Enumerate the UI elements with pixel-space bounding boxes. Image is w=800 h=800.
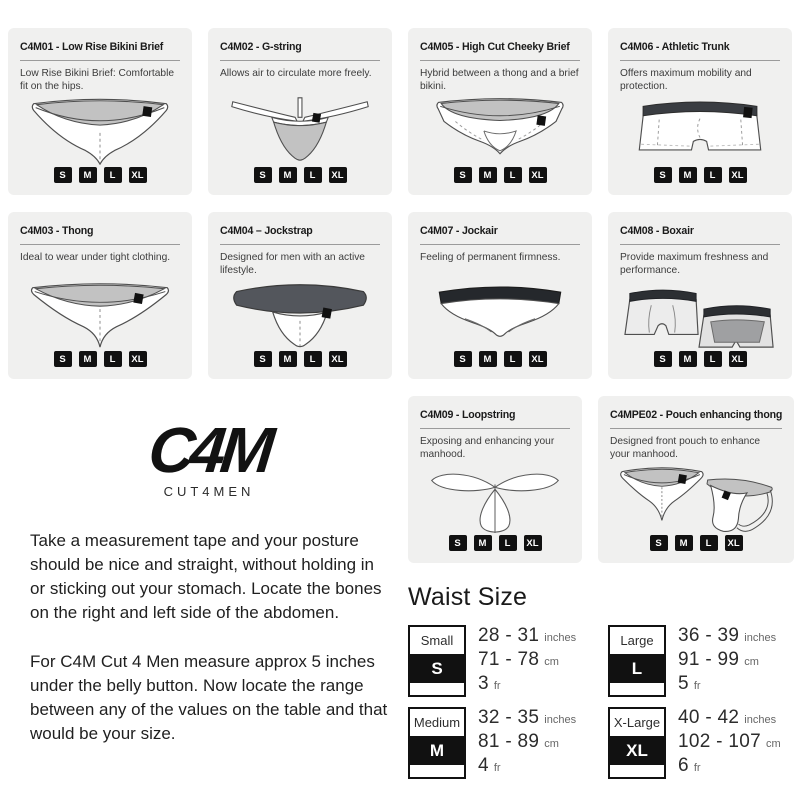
size-values [678,625,776,697]
product-title: C4M08 - Boxair [620,225,694,237]
pouch-thong-illustration [610,462,782,533]
size-badge-xl: XL [329,167,347,183]
size-badge-xl: XL [729,351,747,367]
product-card-c4m03 [8,212,192,379]
product-description: Offers maximum mobility and protection. [620,68,752,93]
size-badge-row [620,351,780,367]
size-badge-l: L [499,535,517,551]
cm-value: 71 - 78 [478,649,540,670]
size-badge-xl: XL [529,351,547,367]
size-badge-row [620,167,780,183]
size-box-large [608,625,666,697]
size-badge-m: M [279,167,297,183]
size-badge-xl: XL [524,535,542,551]
waist-entry-small [408,625,592,697]
size-badge-s: S [54,167,72,183]
product-title: C4M02 - G-string [220,41,302,53]
size-box-xlarge [608,707,666,779]
divider [420,244,580,245]
instruction-paragraph-1: Take a measurement tape and your posture should be nice and straight, without holding in or sticking out your stomach. Locate the bones on the right and left side of the abdomen. [30,531,382,623]
product-description: Exposing and enhancing your manhood. [420,436,555,461]
size-badge-s: S [454,167,472,183]
product-card-c4m08 [608,212,792,379]
product-card-grid [8,28,792,379]
inches-value: 40 - 42 [678,707,740,728]
cheeky-brief-illustration [420,94,580,165]
size-badge-s: S [654,351,672,367]
size-badge-row [420,535,570,551]
size-code: L [610,654,664,683]
product-title: C4M06 - Athletic Trunk [620,41,730,53]
c4m-logo: C4M [145,414,273,486]
waist-entry-medium [408,707,592,779]
size-values [678,707,781,779]
divider [620,244,780,245]
size-badge-row [220,351,380,367]
product-card-c4m04 [208,212,392,379]
bikini-brief-illustration [20,94,180,165]
cm-value: 91 - 99 [678,649,740,670]
size-badge-s: S [254,167,272,183]
size-badge-xl: XL [129,351,147,367]
size-badge-m: M [474,535,492,551]
product-title: C4M04 – Jockstrap [220,225,313,237]
size-badge-row [20,351,180,367]
jockair-illustration [420,278,580,349]
size-badge-s: S [54,351,72,367]
cm-value: 81 - 89 [478,731,540,752]
fr-value: 5 [678,673,689,694]
size-badge-s: S [454,351,472,367]
product-description: Allows air to circulate more freely. [220,68,372,79]
divider [20,60,180,61]
size-badge-l: L [704,351,722,367]
athletic-trunk-illustration [620,94,780,165]
product-card-c4m06 [608,28,792,195]
thong-illustration [20,278,180,349]
size-badge-m: M [679,351,697,367]
size-badge-l: L [104,167,122,183]
product-description: Hybrid between a thong and a brief bikini. [420,68,579,93]
size-badge-l: L [504,351,522,367]
size-badge-l: L [104,351,122,367]
size-badge-m: M [479,167,497,183]
divider [220,60,380,61]
g-string-illustration [220,94,380,165]
size-badge-m: M [279,351,297,367]
size-badge-xl: XL [729,167,747,183]
size-badge-l: L [704,167,722,183]
size-badge-l: L [304,167,322,183]
divider [220,244,380,245]
product-description: Provide maximum freshness and performance. [620,252,769,277]
divider [420,428,570,429]
cm-value: 102 - 107 [678,731,761,752]
inches-unit: inches [544,632,577,644]
size-badge-xl: XL [725,535,743,551]
cm-unit: cm [544,656,559,668]
cm-unit: cm [544,738,559,750]
product-card-c4mpe02 [598,396,794,563]
inches-value: 36 - 39 [678,625,740,646]
size-name: X-Large [610,709,664,736]
divider [620,60,780,61]
inches-value: 32 - 35 [478,707,540,728]
instruction-paragraph-2: For C4M Cut 4 Men measure approx 5 inches under the belly button. Now locate the range between any of the values on the table and that would be your size. [30,651,388,743]
waist-entry-large [608,625,792,697]
product-card-grid-row3 [408,396,792,563]
size-badge-s: S [449,535,467,551]
product-description: Feeling of permanent firmness. [420,252,561,263]
inches-unit: inches [544,714,577,726]
inches-unit: inches [744,714,777,726]
size-badge-m: M [79,351,97,367]
product-description: Ideal to wear under tight clothing. [20,252,171,263]
product-description: Designed front pouch to enhance your manhood. [610,436,761,461]
size-badge-xl: XL [329,351,347,367]
size-badge-s: S [254,351,272,367]
size-name: Small [410,627,464,654]
fr-unit: fr [693,762,701,774]
cm-unit: cm [744,656,759,668]
size-code: M [410,736,464,765]
loopstring-illustration [420,462,570,533]
size-badge-s: S [650,535,668,551]
product-description: Low Rise Bikini Brief: Comfortable fit on the hips. [20,68,175,93]
fr-value: 6 [678,755,689,776]
product-card-c4m07 [408,212,592,379]
size-badge-xl: XL [529,167,547,183]
size-badge-m: M [679,167,697,183]
inches-value: 28 - 31 [478,625,540,646]
product-title: C4M07 - Jockair [420,225,498,237]
waist-size-section [408,583,792,779]
product-card-c4m09 [408,396,582,563]
size-badge-row [610,535,782,551]
size-badge-row [220,167,380,183]
divider [610,428,782,429]
size-name: Medium [410,709,464,736]
divider [420,60,580,61]
size-badge-l: L [504,167,522,183]
size-badge-l: L [700,535,718,551]
size-values [478,625,576,697]
size-values [478,707,576,779]
size-badge-row [420,167,580,183]
brand-caption: CUT4MEN [163,484,255,499]
size-badge-xl: XL [129,167,147,183]
product-title: C4M03 - Thong [20,225,94,237]
brand-logo [30,414,388,499]
fr-unit: fr [693,680,701,692]
size-badge-row [20,167,180,183]
waist-size-title: Waist Size [408,583,528,611]
product-card-c4m01 [8,28,192,195]
fr-unit: fr [493,762,501,774]
size-box-small [408,625,466,697]
size-box-medium [408,707,466,779]
size-name: Large [610,627,664,654]
size-badge-row [420,351,580,367]
boxair-illustration [620,278,780,349]
measurement-instructions-panel [8,396,392,779]
jockstrap-illustration [220,278,380,349]
product-card-c4m05 [408,28,592,195]
product-description: Designed for men with an active lifestyle. [220,252,365,277]
fr-value: 3 [478,673,489,694]
inches-unit: inches [744,632,777,644]
size-badge-m: M [79,167,97,183]
size-badge-m: M [479,351,497,367]
waist-size-table [408,625,792,779]
size-code: S [410,654,464,683]
waist-entry-xlarge [608,707,792,779]
size-badge-m: M [675,535,693,551]
product-card-c4m02 [208,28,392,195]
fr-value: 4 [478,755,489,776]
product-title: C4M09 - Loopstring [420,409,516,421]
size-badge-s: S [654,167,672,183]
product-title: C4M01 - Low Rise Bikini Brief [20,41,164,53]
product-title: C4M05 - High Cut Cheeky Brief [420,41,570,53]
divider [20,244,180,245]
size-badge-l: L [304,351,322,367]
product-title: C4MPE02 - Pouch enhancing thong [610,409,783,421]
cm-unit: cm [766,738,781,750]
size-code: XL [610,736,664,765]
fr-unit: fr [493,680,501,692]
